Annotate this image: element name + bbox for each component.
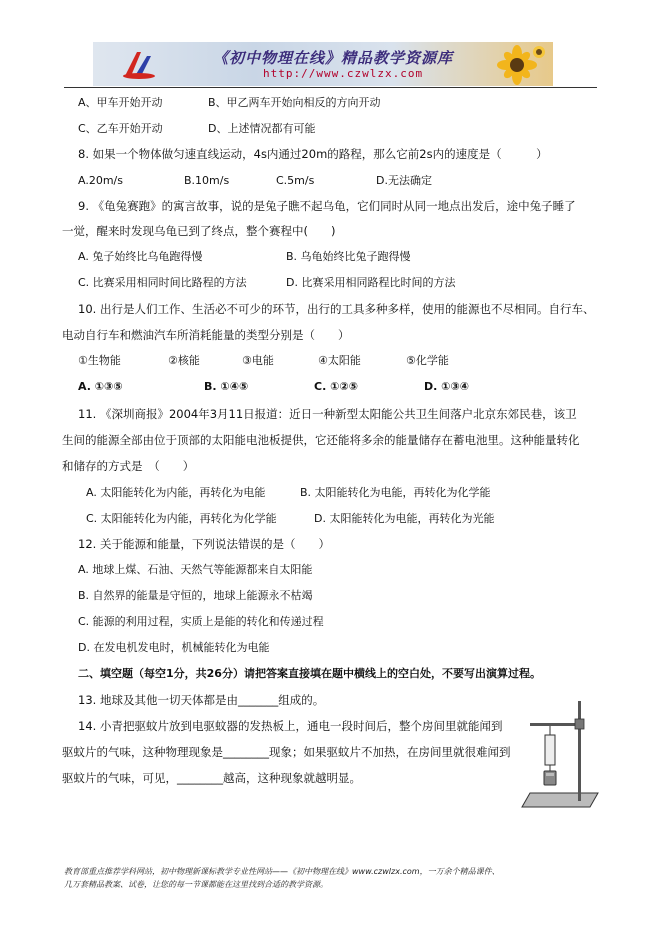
- q12-option-a: A. 地球上煤、石油、天然气等能源都来自太阳能: [78, 563, 313, 576]
- q12-option-c: C. 能源的利用过程，实质上是能的转化和传递过程: [78, 615, 324, 628]
- page-footer: [64, 865, 604, 891]
- q10-item-1: ①生物能: [78, 354, 121, 367]
- banner-title: 《初中物理在线》精品教学资源库: [213, 49, 454, 67]
- header-rule: [64, 87, 597, 88]
- q13-text: 13. 地球及其他一切天体都是由_______组成的。: [78, 693, 325, 707]
- q9-stem-line2: 一觉，醒来时发现乌龟已到了终点，整个赛程中( ): [62, 224, 336, 238]
- header-banner: [93, 42, 553, 86]
- q7-option-d: D、上述情况都有可能: [208, 122, 316, 135]
- q14-line3: 驱蚊片的气味，可见，________越高，这种现象就越明显。: [62, 771, 361, 785]
- q8-option-b: B.10m/s: [184, 174, 230, 187]
- q9-option-b: B. 乌龟始终比兔子跑得慢: [286, 250, 411, 263]
- q10-option-a: A. ①③⑤: [78, 380, 123, 393]
- q10-option-c: C. ①②⑤: [314, 380, 359, 393]
- q9-option-d: D. 比赛采用相同路程比时间的方法: [286, 276, 456, 289]
- q10-stem-line2: 电动自行车和燃油汽车所消耗能量的类型分别是（ ）: [62, 328, 350, 342]
- footer-line-2: 几万套精品教案、试卷，让您的每一节课都能在这里找到合适的教学资源。: [64, 880, 328, 889]
- q7-option-c: C、乙车开始开动: [78, 122, 163, 135]
- q8-option-c: C.5m/s: [276, 174, 315, 187]
- site-logo-icon: [121, 48, 157, 80]
- q7-option-b: B、甲乙两车开始向相反的方向开动: [208, 96, 381, 109]
- q10-option-d: D. ①③④: [424, 380, 470, 393]
- q8-stem: 8. 如果一个物体做匀速直线运动，4s内通过20m的路程，那么它前2s内的速度是（ ）: [78, 147, 548, 161]
- sunflower-icon: [477, 44, 547, 86]
- section-2-heading: 二、填空题（每空1分，共26分）请把答案直接填在题中横线上的空白处，不要写出演算过程。: [78, 667, 541, 680]
- q11-option-d: D. 太阳能转化为电能，再转化为光能: [314, 512, 495, 525]
- q11-stem-line2: 生间的能源全部由位于顶部的太阳能电池板提供，它还能将多余的能量储存在蓄电池里。这种能量转化: [62, 433, 580, 447]
- q8-option-d: D.无法确定: [376, 174, 432, 187]
- q9-option-c: C. 比赛采用相同时间比路程的方法: [78, 276, 247, 289]
- q11-option-b: B. 太阳能转化为电能，再转化为化学能: [300, 486, 491, 499]
- q7-option-a: A、甲车开始开动: [78, 96, 163, 109]
- q10-item-4: ④太阳能: [318, 354, 361, 367]
- q10-option-b: B. ①④⑤: [204, 380, 249, 393]
- q9-option-a: A. 兔子始终比乌龟跑得慢: [78, 250, 203, 263]
- q12-stem: 12. 关于能源和能量，下列说法错误的是（ ）: [78, 537, 330, 551]
- q11-stem-line3: 和储存的方式是 （ ）: [62, 459, 195, 473]
- q9-stem-line1: 9. 《龟兔赛跑》的寓言故事，说的是兔子瞧不起乌龟，它们同时从同一地点出发后，途中兔子睡了: [78, 199, 576, 213]
- banner-url[interactable]: http://www.czwlzx.com: [263, 67, 424, 80]
- stand-weight-apparatus-figure: [520, 693, 600, 813]
- q10-item-5: ⑤化学能: [406, 354, 449, 367]
- q10-item-3: ③电能: [242, 354, 274, 367]
- q14-line1: 14. 小青把驱蚊片放到电驱蚊器的发热板上，通电一段时间后，整个房间里就能闻到: [78, 719, 503, 733]
- q11-option-c: C. 太阳能转化为内能，再转化为化学能: [86, 512, 277, 525]
- q8-option-a: A.20m/s: [78, 174, 123, 187]
- q11-stem-line1: 11. 《深圳商报》2004年3月11日报道：近日一种新型太阳能公共卫生间落户北京东郊民巷，该卫: [78, 407, 577, 421]
- q11-option-a: A. 太阳能转化为内能，再转化为电能: [86, 486, 266, 499]
- q10-item-2: ②核能: [168, 354, 200, 367]
- footer-line-1: 教育部重点推荐学科网站，初中物理新课标教学专业性网站——《初中物理在线》www.czwlzx.com，一万余个精品课件、: [64, 867, 500, 876]
- q14-line2: 驱蚊片的气味，这种物理现象是________现象；如果驱蚊片不加热，在房间里就很难闻到: [62, 745, 511, 759]
- q12-option-b: B. 自然界的能量是守恒的，地球上能源永不枯竭: [78, 589, 313, 602]
- q10-stem-line1: 10. 出行是人们工作、生活必不可少的环节，出行的工具多种多样，使用的能源也不尽相同。自行车、: [78, 302, 595, 316]
- q12-option-d: D. 在发电机发电时，机械能转化为电能: [78, 641, 270, 654]
